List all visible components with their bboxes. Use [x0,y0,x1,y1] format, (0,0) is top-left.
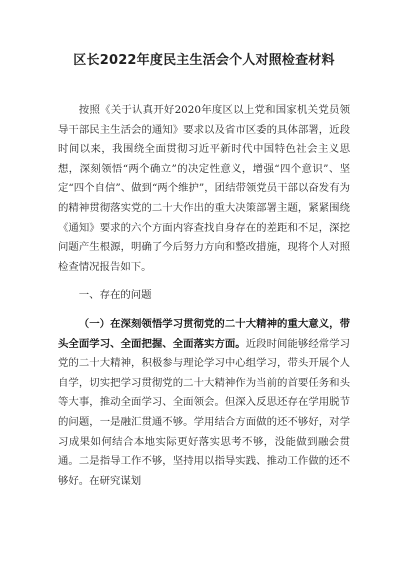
subsection-body: 近段时间能够经常学习党的二十大精神，积极参与理论学习中心组学习，带头开展个人自学，切实把学习贯彻党的二十大精神作为当前的首要任务和头等大事，推动全面学习、全面领会。但深入反思还存在学用脱节的问题，一是融汇贯通不够。学用结合方面做的还不够好，对学习成果如何结合本地实际更好落实思考不够，没能做到融会贯通。二是指导工作不够，坚持用以指导实践、推动工作做的还不够好。在研究谋划 [58,337,351,487]
section-heading-problems: 一、存在的问题 [78,289,152,302]
subsection-lead: （一）在深刻领悟学习贯彻党的二十大精神的重大意义，带头全面学习、全面把握、全面落实方面。 [58,317,350,350]
document-title: 区长2022年度民主生活会个人对照检查材料 [73,53,335,68]
intro-paragraph: 按照《关于认真开好2020年度区以上党和国家机关党员领导干部民主生活会的通知》要求以及省市区委的具体部署，近段时间以来，我围绕全面贯彻习近平新时代中国特色社会主义思想，深刻领悟“两个确立”的决定性意义，增强“四个意识”、坚定“四个自信”、做到“两个维护”，团结带领党员干部以奋发有为的精神贯彻落实党的二十大作出的重大决策部署主题，紧紧围绕《通知》要求的六个方面内容查找自身存在的差距和不足，深挖问题产生根源，明确了今后努力方向和整改措施，现将个人对照检查情况报告如下。 [58,104,350,273]
subsection-paragraph [58,315,350,491]
